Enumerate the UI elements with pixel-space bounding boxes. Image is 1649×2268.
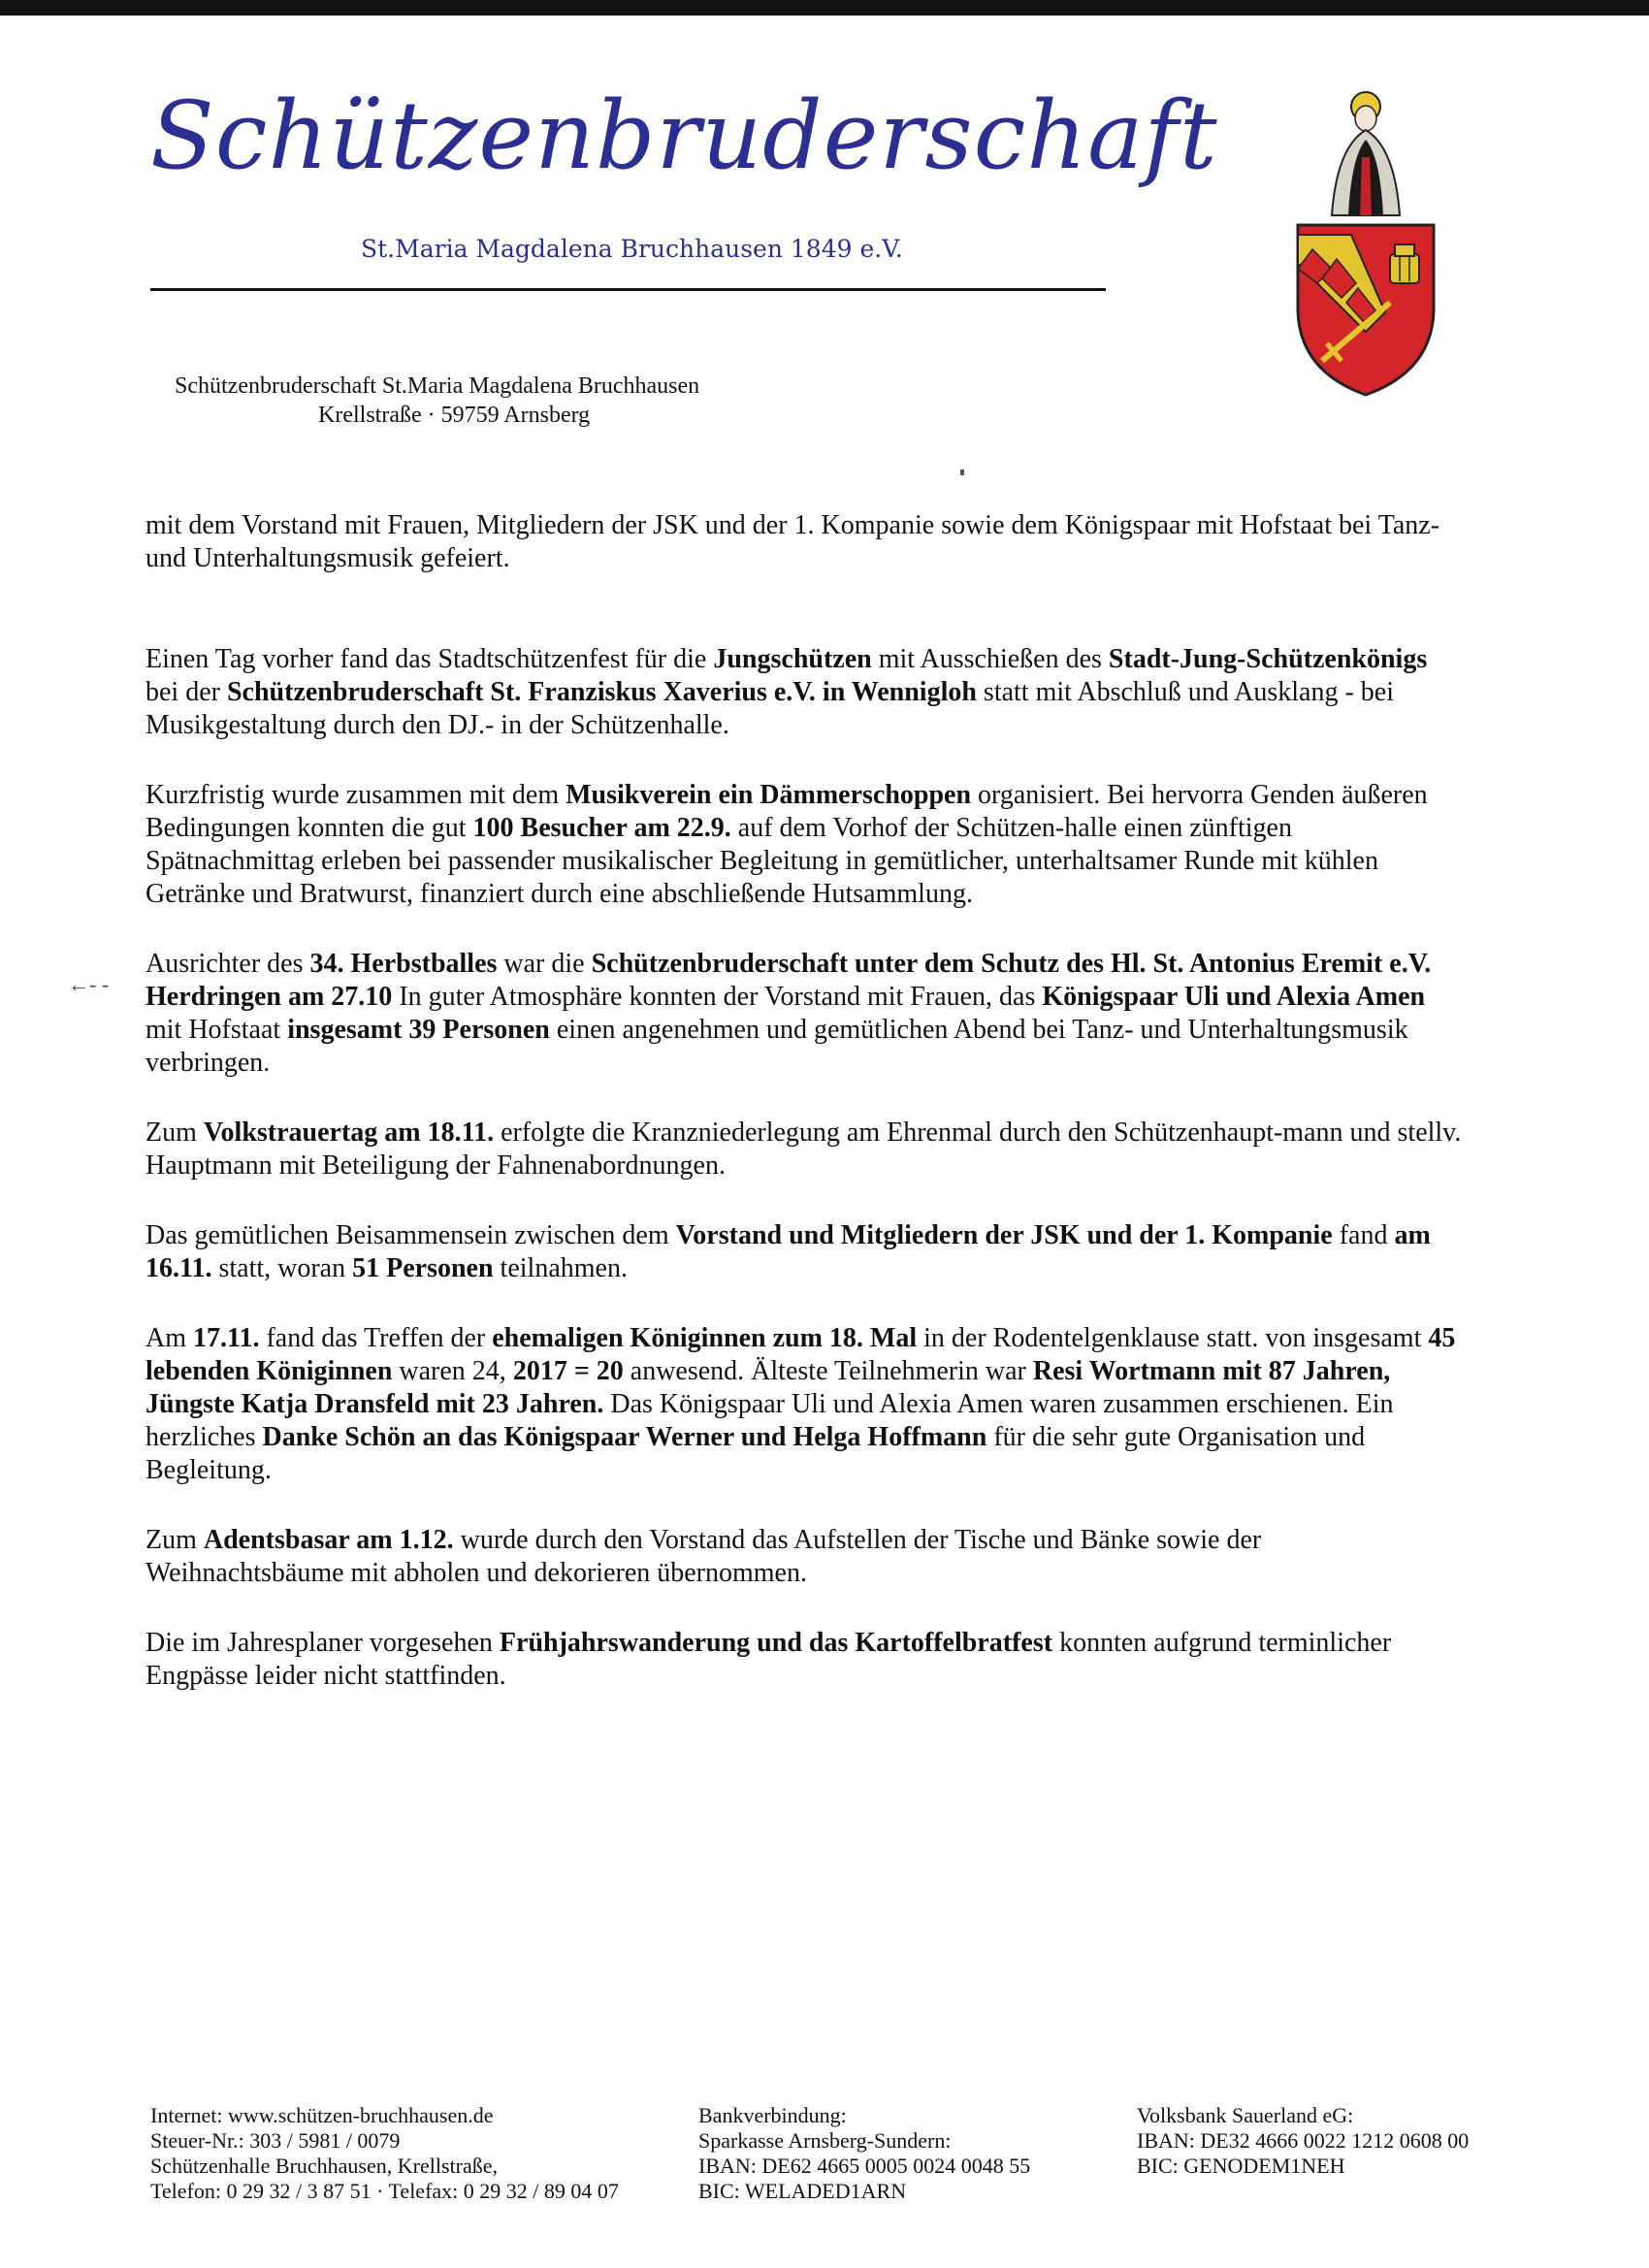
body-text: statt, woran bbox=[211, 1253, 353, 1283]
footer-bic: BIC: WELADED1ARN bbox=[698, 2179, 907, 2203]
letter-body bbox=[146, 509, 1465, 1730]
body-text: teilnahmen. bbox=[493, 1253, 628, 1283]
footer-bank-name: Volksbank Sauerland eG: bbox=[1137, 2103, 1354, 2127]
body-text: wurde durch den Vorstand das Aufstellen der Tische und Bänke sowie der Weihnachtsbäume mit abholen und dekorieren übernommen. bbox=[146, 1525, 1262, 1588]
body-text: mit dem Vorstand mit Frauen, Mitgliedern der JSK und der 1. Kompanie sowie dem Königspaar mit Hofstaat bei Tanz- und Unterhaltungsmusik gefeiert. bbox=[146, 510, 1440, 573]
body-text: anwesend. Älteste Teilnehmerin war bbox=[623, 1356, 1033, 1386]
sender-address bbox=[175, 372, 699, 430]
footer-tax-number: Steuer-Nr.: 303 / 5981 / 0079 bbox=[150, 2128, 401, 2153]
bold-text: 45 lebenden Königinnen bbox=[146, 1323, 1456, 1386]
sender-line-1: Schützenbruderschaft St.Maria Magdalena Bruchhausen bbox=[175, 373, 700, 399]
sender-line-2: Krellstraße · 59759 Arnsberg bbox=[318, 403, 591, 428]
bold-text: Vorstand und Mitgliedern der JSK und der 1. Kompanie bbox=[675, 1220, 1333, 1250]
body-text: war die bbox=[497, 949, 592, 979]
bold-text: Stadt-Jung-Schützenkönigs bbox=[1108, 644, 1428, 674]
bold-text: Resi Wortmann mit 87 Jahren, Jüngste Katja Dransfeld mit 23 Jahren. bbox=[146, 1356, 1391, 1419]
body-text: In guter Atmosphäre konnten der Vorstand mit Frauen, das bbox=[392, 982, 1043, 1012]
body-text: Ausrichter des bbox=[146, 949, 310, 979]
body-text: mit Ausschießen des bbox=[871, 644, 1109, 674]
bold-text: 100 Besucher am 22.9. bbox=[472, 813, 731, 843]
bold-text: insgesamt 39 Personen bbox=[287, 1015, 550, 1045]
body-text: waren 24, bbox=[392, 1356, 513, 1386]
body-text: fand bbox=[1332, 1220, 1395, 1250]
body-text: Das Königspaar Uli und Alexia Amen waren zusammen erschienen. Ein herzliches bbox=[146, 1389, 1394, 1452]
body-text: auf dem Vorhof der Schützen-halle einen zünftigen Spätnachmittag erleben bei passender musikalischer Begleitung in gemütlicher, unterhaltsamer Runde mit kühlen Getränke und Bratwurst, finanziert durch eine abschließende Hutsammlung. bbox=[146, 813, 1378, 909]
body-text: fand das Treffen der bbox=[259, 1323, 493, 1353]
bold-text: ehemaligen Königinnen zum 18. Mal bbox=[492, 1323, 918, 1353]
letterhead-subtitle: St.Maria Magdalena Bruchhausen 1849 e.V. bbox=[361, 235, 903, 263]
body-text: erfolgte die Kranzniederlegung am Ehrenmal durch den Schützenhaupt-mann und stellv. Hauptmann mit Beteiligung der Fahnenabordnungen. bbox=[146, 1118, 1462, 1181]
body-paragraph bbox=[146, 1322, 1465, 1487]
bold-text: Volkstrauertag am 18.11. bbox=[203, 1118, 495, 1148]
body-text: in der Rodentelgenklause statt. von insgesamt bbox=[917, 1323, 1429, 1353]
footer-hall-address: Schützenhalle Bruchhausen, Krellstraße, bbox=[150, 2154, 498, 2178]
footer-contact bbox=[150, 2103, 619, 2204]
footer-iban: IBAN: DE62 4665 0005 0024 0048 55 bbox=[698, 2154, 1031, 2178]
body-text: bei der bbox=[146, 677, 227, 707]
footer-bank-volksbank bbox=[1137, 2103, 1469, 2179]
bold-text: Danke Schön an das Königspaar Werner und Helga Hoffmann bbox=[262, 1422, 987, 1452]
bold-text: 51 Personen bbox=[352, 1253, 494, 1283]
bold-text: 2017 = 20 bbox=[512, 1356, 624, 1386]
body-paragraph bbox=[146, 1627, 1465, 1693]
footer-bank-name: Sparkasse Arnsberg-Sundern: bbox=[698, 2128, 952, 2153]
footer-iban: IBAN: DE32 4666 0022 1212 0608 00 bbox=[1137, 2128, 1470, 2153]
body-text: Einen Tag vorher fand das Stadtschützenfest für die bbox=[146, 644, 714, 674]
bold-text: Frühjahrswanderung und das Kartoffelbratfest bbox=[499, 1628, 1053, 1658]
body-text: organisiert. Bei hervorra Genden äußeren Bedingungen konnten die gut bbox=[146, 780, 1428, 843]
body-text: Zum bbox=[146, 1118, 204, 1148]
body-paragraph bbox=[146, 509, 1465, 575]
body-paragraph bbox=[146, 1117, 1465, 1183]
footer-bank-sparkasse bbox=[698, 2103, 1030, 2204]
bold-text: Schützenbruderschaft St. Franziskus Xaverius e.V. in Wennigloh bbox=[226, 677, 977, 707]
bold-text: Schützenbruderschaft unter dem Schutz des Hl. St. Antonius Eremit e.V. Herdringen am 27.10 bbox=[146, 949, 1432, 1012]
letterhead-title: Schützenbruderschaft bbox=[150, 81, 1218, 190]
bold-text: 17.11. bbox=[193, 1323, 260, 1353]
body-paragraph bbox=[146, 643, 1465, 742]
footer-bic: BIC: GENODEM1NEH bbox=[1137, 2154, 1345, 2178]
margin-pen-mark: ←- - bbox=[68, 972, 110, 996]
body-text: Kurzfristig wurde zusammen mit dem bbox=[146, 780, 566, 810]
bold-text: Adentsbasar am 1.12. bbox=[203, 1525, 454, 1555]
body-paragraph bbox=[146, 1219, 1465, 1285]
body-text: mit Hofstaat bbox=[146, 1015, 288, 1045]
bold-text: Jungschützen bbox=[713, 644, 872, 674]
body-text: Das gemütlichen Beisammensein zwischen dem bbox=[146, 1220, 676, 1250]
scan-top-border bbox=[0, 0, 1649, 16]
body-text: Zum bbox=[146, 1525, 204, 1555]
body-text: konnten aufgrund terminlicher Engpässe leider nicht stattfinden. bbox=[146, 1628, 1392, 1691]
body-text: statt mit Abschluß und Ausklang - bei Musikgestaltung durch den DJ.- in der Schützenhalle. bbox=[146, 677, 1395, 740]
body-text: Die im Jahresplaner vorgesehen bbox=[146, 1628, 500, 1658]
footer-phone-fax: Telefon: 0 29 32 / 3 87 51 · Telefax: 0 29 32 / 89 04 07 bbox=[150, 2179, 619, 2203]
letterhead-rule bbox=[150, 288, 1106, 291]
body-paragraph bbox=[146, 948, 1465, 1080]
coat-of-arms-icon bbox=[1278, 89, 1453, 400]
body-paragraph bbox=[146, 779, 1465, 911]
bold-text: 34. Herbstballes bbox=[309, 949, 498, 979]
scan-speck bbox=[960, 470, 964, 475]
footer-bank-heading: Bankverbindung: bbox=[698, 2103, 847, 2127]
bold-text: am 16.11. bbox=[146, 1220, 1431, 1283]
bold-text: Musikverein ein Dämmerschoppen bbox=[566, 780, 972, 810]
body-text: Am bbox=[146, 1323, 193, 1353]
body-paragraph bbox=[146, 1524, 1465, 1590]
footer-internet: Internet: www.schützen-bruchhausen.de bbox=[150, 2103, 494, 2127]
body-text: für die sehr gute Organisation und Begleitung. bbox=[146, 1422, 1366, 1485]
bold-text: Königspaar Uli und Alexia Amen bbox=[1042, 982, 1426, 1012]
body-text: einen angenehmen und gemütlichen Abend bei Tanz- und Unterhaltungsmusik verbringen. bbox=[146, 1015, 1408, 1078]
